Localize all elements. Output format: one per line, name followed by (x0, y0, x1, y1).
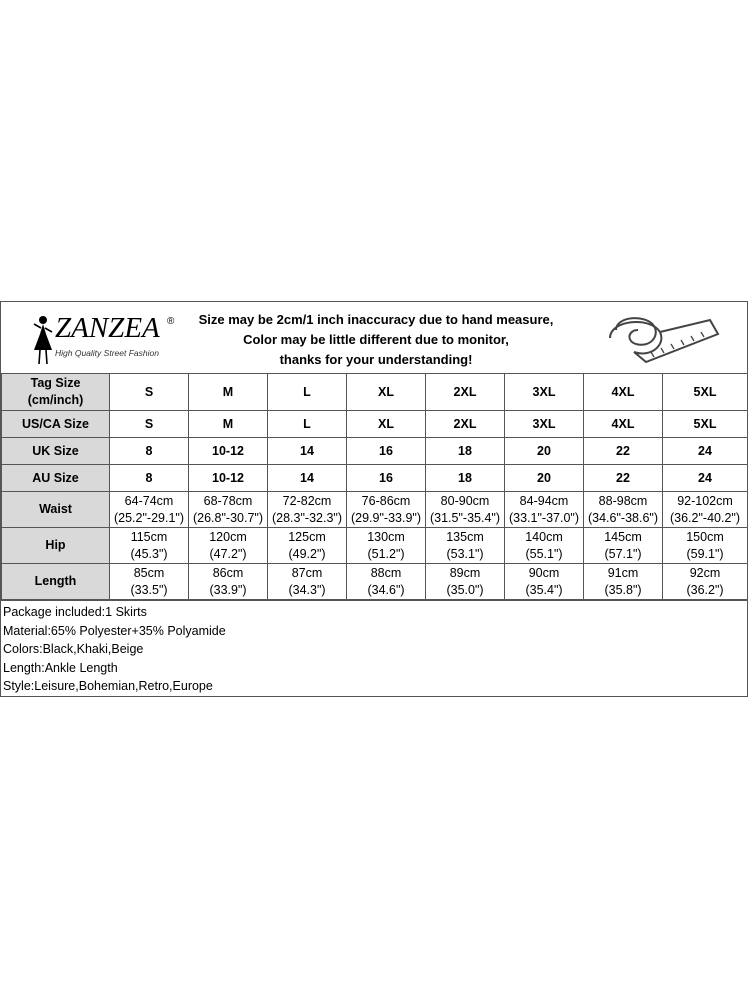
table-cell (584, 564, 663, 600)
cell-cm: 85cm (133, 565, 165, 580)
table-cell: XL (347, 411, 426, 438)
table-cell: 22 (584, 465, 663, 492)
table-cell (584, 492, 663, 528)
table-cell: 16 (347, 438, 426, 465)
cell-inch: (28.3"-32.3") (271, 510, 343, 525)
table-cell (426, 492, 505, 528)
cell-inch: (35.4") (525, 582, 563, 597)
table-cell: 24 (663, 465, 748, 492)
cell-inch: (36.2"-40.2") (669, 510, 741, 525)
cell-inch: (33.9") (209, 582, 247, 597)
cell-inch: (31.5"-35.4") (429, 510, 501, 525)
notice-line-1: Size may be 2cm/1 inch inaccuracy due to hand measure, (198, 312, 554, 327)
cell-cm: 80-90cm (440, 493, 490, 508)
brand-name: ZANZEA (55, 312, 160, 344)
cell-cm: 120cm (209, 529, 247, 544)
table-cell (426, 564, 505, 600)
table-cell: 2XL (426, 411, 505, 438)
table-cell: 4XL (584, 411, 663, 438)
table-cell: 5XL (663, 374, 748, 411)
table-cell (584, 528, 663, 564)
table-cell (663, 528, 748, 564)
cell-inch: (55.1") (525, 546, 563, 561)
woman-figure-icon (31, 314, 55, 366)
cell-inch: (34.3") (288, 582, 326, 597)
cell-inch: (45.3") (130, 546, 168, 561)
table-row (2, 564, 748, 600)
table-cell: 4XL (584, 374, 663, 411)
table-cell (663, 564, 748, 600)
cell-cm: 88-98cm (598, 493, 648, 508)
table-cell (110, 564, 189, 600)
row-header-uk: UK Size (2, 438, 110, 465)
length-line: Length:Ankle Length (3, 660, 118, 675)
table-cell (347, 528, 426, 564)
product-info (1, 600, 747, 696)
chart-header (1, 302, 747, 373)
table-cell: 22 (584, 438, 663, 465)
table-row (2, 438, 748, 465)
table-cell (268, 564, 347, 600)
table-cell: 8 (110, 465, 189, 492)
table-cell (505, 528, 584, 564)
cell-inch: (49.2") (288, 546, 326, 561)
cell-inch: (59.1") (686, 546, 724, 561)
cell-inch: (29.9"-33.9") (350, 510, 422, 525)
brand-tagline: High Quality Street Fashion (55, 348, 159, 358)
cell-inch: (25.2"-29.1") (113, 510, 185, 525)
table-cell: 2XL (426, 374, 505, 411)
cell-cm: 140cm (525, 529, 563, 544)
size-table (1, 373, 748, 600)
table-cell (663, 492, 748, 528)
table-cell (189, 528, 268, 564)
cell-cm: 125cm (288, 529, 326, 544)
table-cell: L (268, 411, 347, 438)
cell-inch: (47.2") (209, 546, 247, 561)
size-chart (0, 301, 748, 697)
table-cell (189, 492, 268, 528)
cell-cm: 92-102cm (677, 493, 733, 508)
colors-line: Colors:Black,Khaki,Beige (3, 642, 144, 657)
cell-cm: 64-74cm (124, 493, 174, 508)
table-cell: 3XL (505, 411, 584, 438)
table-cell (268, 492, 347, 528)
table-cell: S (110, 374, 189, 411)
cell-cm: 130cm (367, 529, 405, 544)
cell-inch: (53.1") (446, 546, 484, 561)
cell-inch: (35.0") (446, 582, 484, 597)
table-cell: 14 (268, 465, 347, 492)
notice-line-3: thanks for your understanding! (279, 352, 473, 367)
table-cell: 24 (663, 438, 748, 465)
cell-cm: 92cm (689, 565, 721, 580)
table-cell: 10-12 (189, 465, 268, 492)
cell-cm: 86cm (212, 565, 244, 580)
cell-cm: 115cm (130, 529, 168, 544)
table-cell (268, 528, 347, 564)
table-cell: L (268, 374, 347, 411)
cell-inch: (34.6") (367, 582, 405, 597)
table-cell: 8 (110, 438, 189, 465)
table-cell: XL (347, 374, 426, 411)
cell-inch: (36.2") (686, 582, 724, 597)
table-cell: 18 (426, 438, 505, 465)
table-cell: M (189, 411, 268, 438)
table-cell: M (189, 374, 268, 411)
row-header-length: Length (2, 564, 110, 600)
cell-cm: 87cm (291, 565, 323, 580)
table-row (2, 465, 748, 492)
cell-cm: 88cm (370, 565, 402, 580)
measurement-notice (191, 310, 561, 370)
row-header-us-ca: US/CA Size (2, 411, 110, 438)
cell-inch: (33.1"-37.0") (508, 510, 580, 525)
style-line: Style:Leisure,Bohemian,Retro,Europe (3, 679, 213, 694)
table-cell (505, 492, 584, 528)
table-cell: S (110, 411, 189, 438)
cell-cm: 135cm (446, 529, 484, 544)
table-cell (110, 492, 189, 528)
cell-cm: 89cm (449, 565, 481, 580)
cell-cm: 68-78cm (203, 493, 253, 508)
cell-cm: 84-94cm (519, 493, 569, 508)
cell-cm: 72-82cm (282, 493, 332, 508)
row-header-hip: Hip (2, 528, 110, 564)
cell-cm: 90cm (528, 565, 560, 580)
measuring-tape-icon (606, 308, 726, 368)
brand-logo (25, 308, 185, 368)
material-line: Material:65% Polyester+35% Polyamide (3, 623, 226, 638)
cell-cm: 91cm (607, 565, 639, 580)
cell-inch: (57.1") (604, 546, 642, 561)
table-cell: 10-12 (189, 438, 268, 465)
row-header-au: AU Size (2, 465, 110, 492)
cell-inch: (35.8") (604, 582, 642, 597)
table-row (2, 528, 748, 564)
notice-line-2: Color may be little different due to monitor, (243, 332, 509, 347)
row-header-tag-size (2, 374, 110, 411)
table-cell: 14 (268, 438, 347, 465)
cell-cm: 145cm (604, 529, 642, 544)
table-row (2, 492, 748, 528)
table-cell (347, 564, 426, 600)
table-cell (347, 492, 426, 528)
table-cell: 18 (426, 465, 505, 492)
cell-inch: (34.6"-38.6") (587, 510, 659, 525)
table-cell: 20 (505, 438, 584, 465)
package-line: Package included:1 Skirts (3, 605, 147, 619)
table-cell: 16 (347, 465, 426, 492)
table-cell: 3XL (505, 374, 584, 411)
cell-inch: (51.2") (367, 546, 405, 561)
tag-size-unit: (cm/inch) (27, 393, 84, 407)
table-row (2, 374, 748, 411)
table-cell (426, 528, 505, 564)
table-row (2, 411, 748, 438)
table-cell: 5XL (663, 411, 748, 438)
cell-cm: 76-86cm (361, 493, 411, 508)
table-cell: 20 (505, 465, 584, 492)
cell-inch: (33.5") (130, 582, 168, 597)
cell-cm: 150cm (686, 529, 724, 544)
cell-inch: (26.8"-30.7") (192, 510, 264, 525)
row-header-waist: Waist (2, 492, 110, 528)
table-cell (110, 528, 189, 564)
tag-size-label: Tag Size (30, 376, 81, 390)
registered-mark: ® (167, 316, 175, 327)
table-cell (189, 564, 268, 600)
table-cell (505, 564, 584, 600)
